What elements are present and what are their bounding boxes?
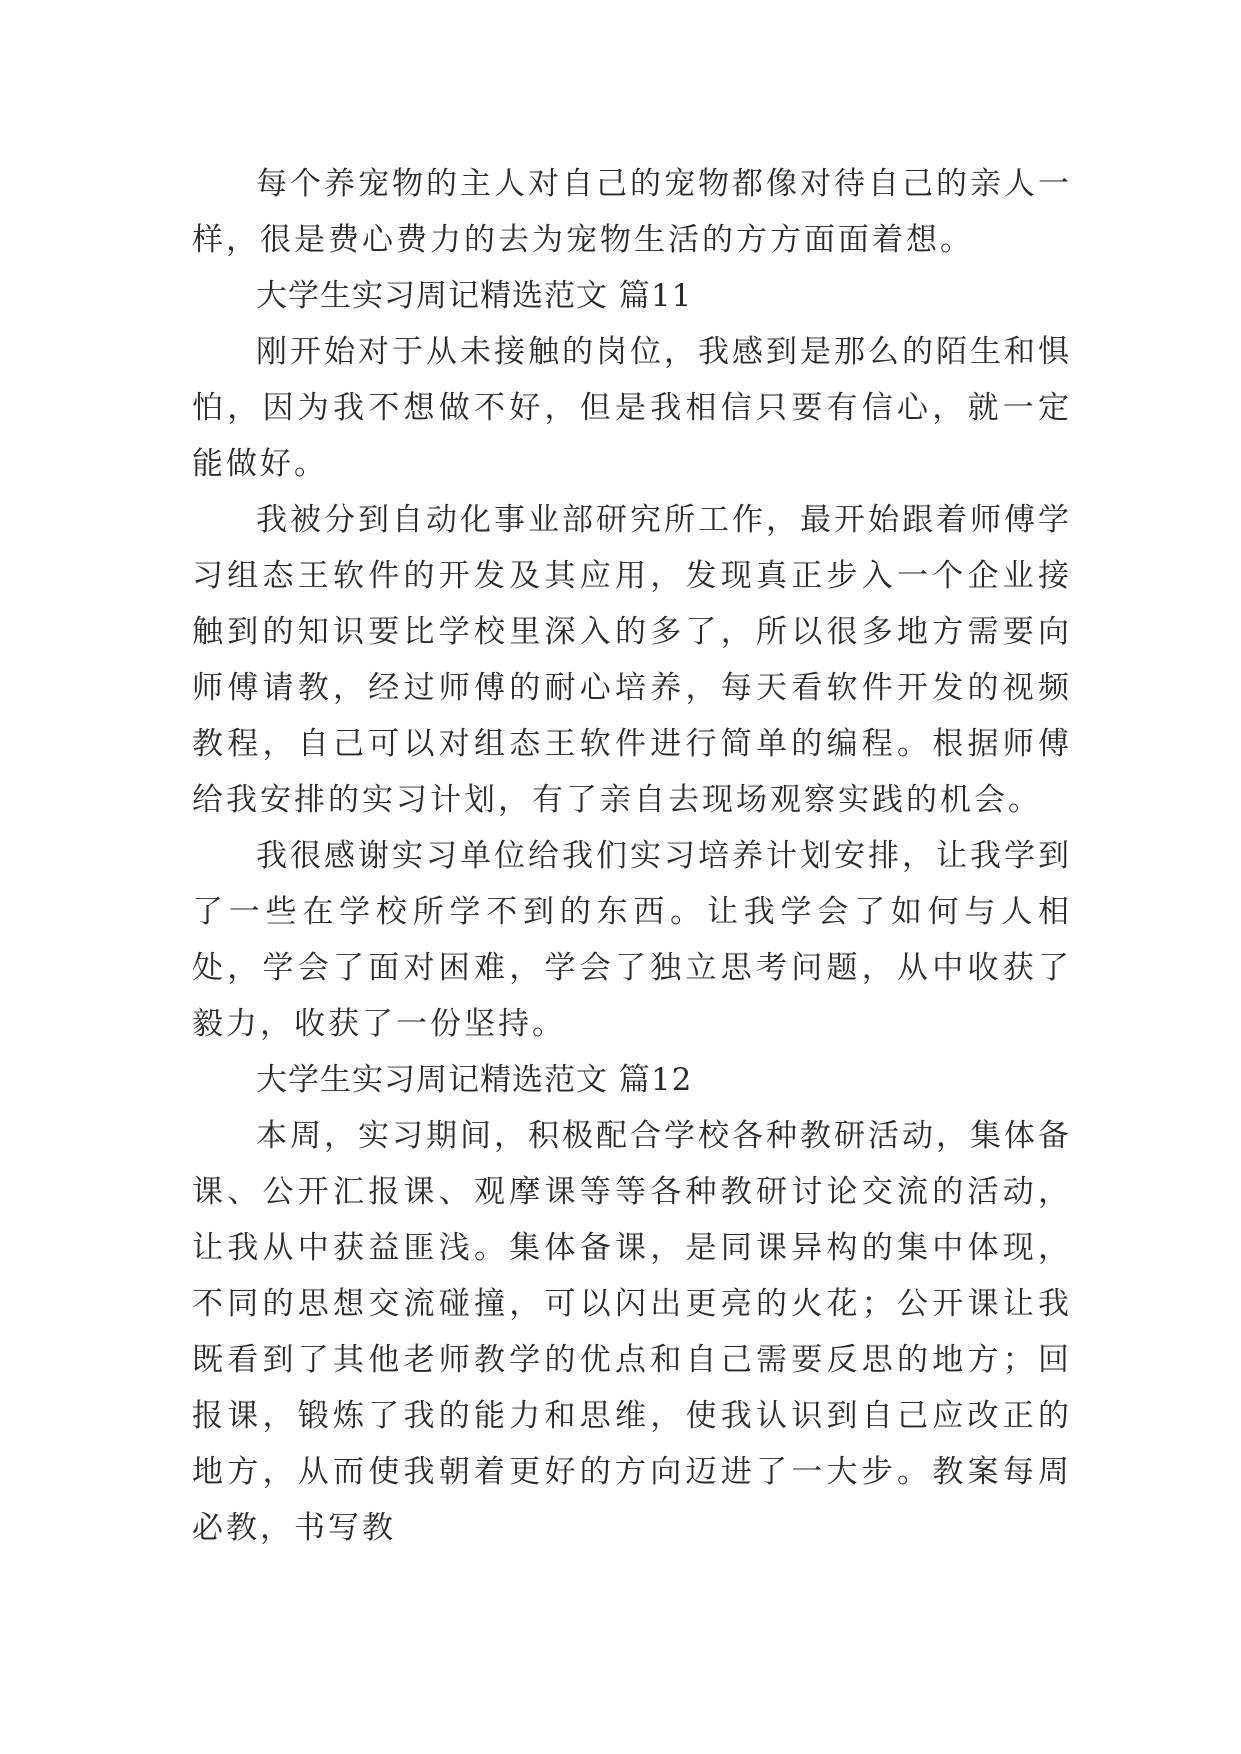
paragraph-pet-owners: 每个养宠物的主人对自己的宠物都像对待自己的亲人一样，很是费心费力的去为宠物生活的方方面面着想。	[192, 166, 1072, 258]
section-heading-12: 大学生实习周记精选范文 篇12	[256, 1062, 693, 1098]
paragraph-new-position: 刚开始对于从未接触的岗位，我感到是那么的陌生和惧怕，因为我不想做不好，但是我相信只要有信心，就一定能做好。	[192, 334, 1072, 482]
document-body	[192, 156, 1072, 1556]
section-heading-11: 大学生实习周记精选范文 篇11	[256, 278, 693, 314]
paragraph-gratitude: 我很感谢实习单位给我们实习培养计划安排，让我学到了一些在学校所学不到的东西。让我学会了如何与人相处，学会了面对困难，学会了独立思考问题，从中收获了毅力，收获了一份坚持。	[192, 838, 1072, 1042]
paragraph-teaching-activities: 本周，实习期间，积极配合学校各种教研活动，集体备课、公开汇报课、观摩课等等各种教研讨论交流的活动，让我从中获益匪浅。集体备课，是同课异构的集中体现，不同的思想交流碰撞，可以闪出更亮的火花；公开课让我既看到了其他老师教学的优点和自己需要反思的地方；回报课，锻炼了我的能力和思维，使我认识到自己应改正的地方，从而使我朝着更好的方向迈进了一大步。教案每周必教，书写教	[192, 1118, 1072, 1546]
paragraph-automation-dept: 我被分到自动化事业部研究所工作，最开始跟着师傅学习组态王软件的开发及其应用，发现真正步入一个企业接触到的知识要比学校里深入的多了，所以很多地方需要向师傅请教，经过师傅的耐心培养，每天看软件开发的视频教程，自己可以对组态王软件进行简单的编程。根据师傅给我安排的实习计划，有了亲自去现场观察实践的机会。	[192, 502, 1072, 818]
